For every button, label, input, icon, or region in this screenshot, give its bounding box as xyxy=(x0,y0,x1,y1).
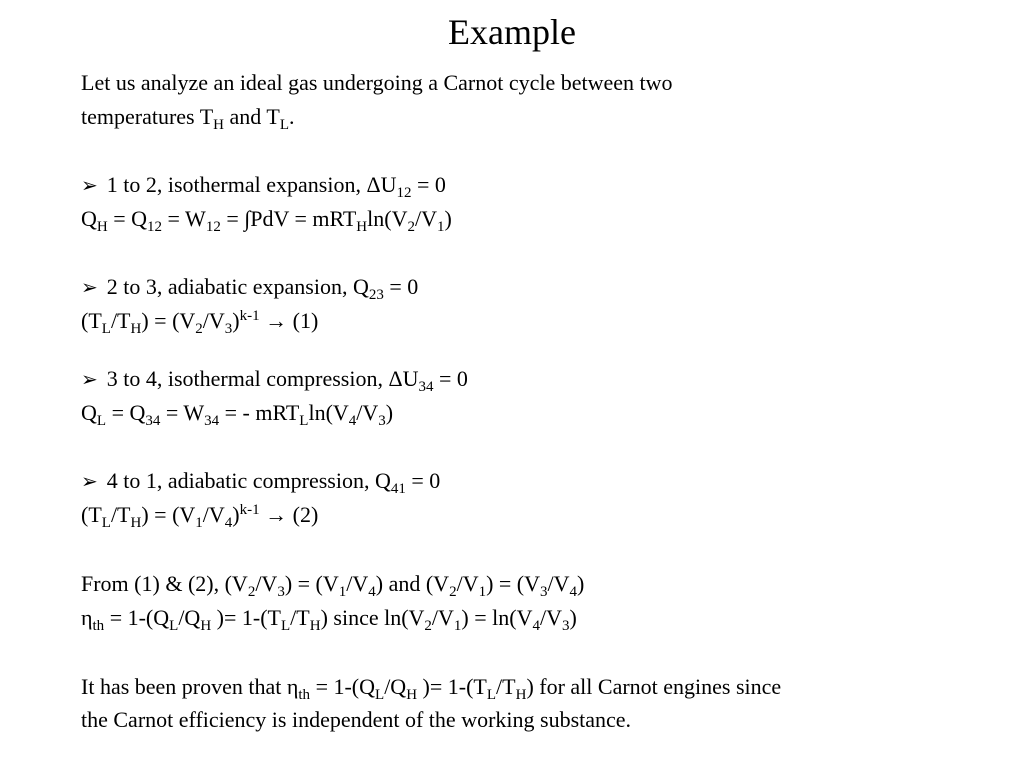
text-fragment: temperatures T xyxy=(81,104,214,129)
text-fragment: ) = (V xyxy=(284,571,339,596)
text-fragment: 3 xyxy=(378,413,386,429)
intro-line-1 xyxy=(81,70,673,96)
text-fragment: ) xyxy=(232,502,240,527)
text-fragment: 4 xyxy=(569,584,578,600)
text-fragment: ln(V xyxy=(308,400,349,425)
text-fragment: L xyxy=(169,618,179,634)
text-fragment: L xyxy=(299,413,309,429)
text-fragment: /V xyxy=(202,308,225,333)
text-fragment: k-1 xyxy=(239,308,260,324)
text-fragment: )= 1-(T xyxy=(211,605,281,630)
text-fragment: From (1) & (2), (V xyxy=(81,571,248,596)
text-fragment: = Q xyxy=(107,206,148,231)
step-34-heading xyxy=(81,366,468,393)
intro-line-2 xyxy=(81,104,295,133)
text-fragment: /T xyxy=(290,605,310,630)
text-fragment: = 1-(Q xyxy=(310,674,376,699)
bullet-arrow-icon: ➢ xyxy=(81,277,98,299)
text-fragment: = 0 xyxy=(433,366,468,391)
text-fragment: H xyxy=(515,687,527,703)
text-fragment: = 1-(Q xyxy=(104,605,170,630)
text-fragment: 3 xyxy=(224,321,233,337)
text-fragment: = Q xyxy=(106,400,146,425)
text-fragment: 12 xyxy=(396,185,412,201)
bullet-arrow-icon: ➢ xyxy=(81,175,98,197)
text-fragment: (T xyxy=(81,502,102,527)
text-fragment: 2 xyxy=(195,321,203,337)
text-fragment: th xyxy=(298,687,311,703)
text-fragment: 1 xyxy=(436,219,445,235)
combined-relation xyxy=(81,571,585,600)
text-fragment: 1 xyxy=(195,515,203,531)
text-fragment: /V xyxy=(346,571,369,596)
text-fragment: 2 xyxy=(247,584,256,600)
text-fragment: H xyxy=(200,618,212,634)
step-23-heading xyxy=(81,274,418,301)
text-fragment: L xyxy=(280,618,291,634)
text-fragment: 3 to 4, isothermal compression, ΔU xyxy=(106,366,419,391)
step-12-heading xyxy=(81,172,446,199)
text-fragment: H xyxy=(309,618,321,634)
text-fragment: = W xyxy=(162,206,206,231)
text-fragment: /V xyxy=(255,571,278,596)
text-fragment: = 0 xyxy=(383,274,419,299)
text-fragment: /V xyxy=(547,571,570,596)
text-fragment: H xyxy=(130,321,142,337)
text-fragment: H xyxy=(96,219,108,235)
text-fragment: ) xyxy=(444,206,452,231)
implies-arrow-icon: → xyxy=(265,308,288,333)
text-fragment: . xyxy=(288,104,295,129)
text-fragment: ) = ln(V xyxy=(461,605,533,630)
text-fragment: ) for all Carnot engines since xyxy=(526,674,782,699)
text-fragment: H xyxy=(356,219,368,235)
text-fragment: 2 xyxy=(449,584,457,600)
text-fragment: 34 xyxy=(145,413,161,429)
text-fragment: Q xyxy=(81,206,97,231)
text-fragment: 2 xyxy=(407,219,415,235)
text-fragment: (2) xyxy=(287,502,319,527)
text-fragment: /V xyxy=(539,605,562,630)
text-fragment: (1) xyxy=(287,308,319,333)
text-fragment: L xyxy=(279,117,289,133)
text-fragment: H xyxy=(130,515,142,531)
text-fragment: (T xyxy=(81,308,102,333)
text-fragment: ) = (V xyxy=(141,502,196,527)
text-fragment: 1 xyxy=(453,618,462,634)
text-fragment: ) xyxy=(577,571,585,596)
text-fragment: /Q xyxy=(178,605,201,630)
text-fragment: H xyxy=(406,687,418,703)
text-fragment: k-1 xyxy=(239,502,260,518)
text-fragment: /V xyxy=(431,605,454,630)
text-fragment: 12 xyxy=(147,219,163,235)
text-fragment: ) since ln(V xyxy=(320,605,425,630)
text-fragment: 1 xyxy=(338,584,347,600)
text-fragment: 23 xyxy=(368,287,384,303)
step-34-equation xyxy=(81,400,394,429)
conclusion-line-1 xyxy=(81,674,782,703)
text-fragment: ln(V xyxy=(367,206,408,231)
text-fragment: /V xyxy=(414,206,437,231)
text-fragment: ) and (V xyxy=(375,571,450,596)
text-fragment: /V xyxy=(202,502,225,527)
text-fragment: 1 to 2, isothermal expansion, ΔU xyxy=(106,172,397,197)
text-fragment: 4 to 1, adiabatic compression, Q xyxy=(106,468,391,493)
text-fragment: 3 xyxy=(561,618,570,634)
text-fragment: ) xyxy=(232,308,240,333)
step-41-heading xyxy=(81,468,440,495)
text-fragment: /V xyxy=(356,400,379,425)
text-fragment: and T xyxy=(224,104,280,129)
text-fragment: ) xyxy=(385,400,394,425)
text-fragment: 41 xyxy=(390,481,406,497)
text-fragment: /T xyxy=(110,308,131,333)
text-fragment: ) = (V xyxy=(141,308,196,333)
text-fragment: 4 xyxy=(368,584,376,600)
text-fragment: 12 xyxy=(205,219,221,235)
text-fragment: 1 xyxy=(478,584,487,600)
text-fragment: 2 xyxy=(424,618,432,634)
text-fragment: ) = (V xyxy=(486,571,541,596)
text-fragment: Q xyxy=(81,400,97,425)
bullet-arrow-icon: ➢ xyxy=(81,369,98,391)
text-fragment: the Carnot efficiency is independent of the working substance. xyxy=(81,707,632,732)
text-fragment: = - mRT xyxy=(219,400,300,425)
text-fragment: L xyxy=(375,687,385,703)
step-41-equation xyxy=(81,502,319,531)
text-fragment: Let us analyze an ideal gas undergoing a Carnot cycle between two xyxy=(81,70,673,95)
text-fragment: H xyxy=(213,117,224,133)
text-fragment: L xyxy=(101,321,111,337)
text-fragment: 3 xyxy=(540,584,548,600)
step-12-equation xyxy=(81,206,452,235)
text-fragment: L xyxy=(486,687,497,703)
text-fragment: 34 xyxy=(204,413,220,429)
text-fragment: ) xyxy=(569,605,577,630)
text-fragment: th xyxy=(92,618,105,634)
text-fragment: = ∫PdV = mRT xyxy=(220,206,357,231)
text-fragment: 4 xyxy=(532,618,540,634)
text-fragment: 2 to 3, adiabatic expansion, Q xyxy=(106,274,369,299)
text-fragment: 4 xyxy=(224,515,233,531)
text-fragment: /T xyxy=(496,674,516,699)
text-fragment: It has been proven that η xyxy=(81,674,299,699)
text-fragment: )= 1-(T xyxy=(417,674,487,699)
bullet-arrow-icon: ➢ xyxy=(81,471,98,493)
text-fragment: η xyxy=(81,605,93,630)
text-fragment: = 0 xyxy=(405,468,441,493)
text-fragment: /T xyxy=(110,502,131,527)
text-fragment: 34 xyxy=(418,379,434,395)
slide-title: Example xyxy=(448,12,576,52)
efficiency-equation xyxy=(81,605,577,634)
text-fragment: L xyxy=(96,413,107,429)
text-fragment: = 0 xyxy=(411,172,446,197)
text-fragment: 4 xyxy=(348,413,357,429)
text-fragment: /Q xyxy=(384,674,407,699)
text-fragment: L xyxy=(101,515,111,531)
implies-arrow-icon: → xyxy=(265,502,288,527)
text-fragment: /V xyxy=(456,571,479,596)
text-fragment: 3 xyxy=(277,584,285,600)
text-fragment: = W xyxy=(160,400,205,425)
step-23-equation xyxy=(81,308,319,337)
conclusion-line-2 xyxy=(81,707,631,733)
